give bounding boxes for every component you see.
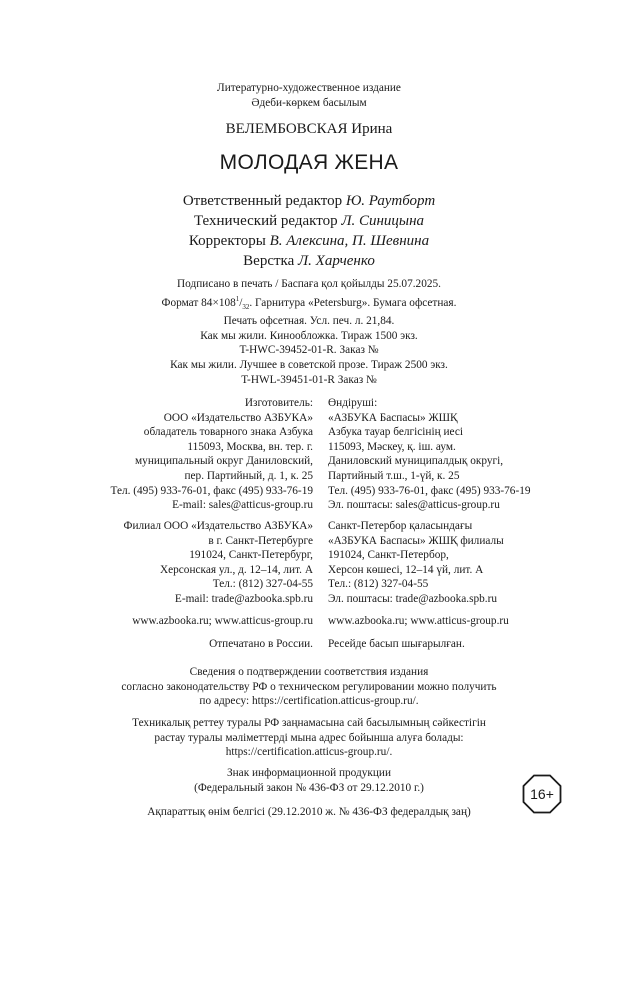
info-mark-law: (Федеральный закон № 436-ФЗ от 29.12.2010 г.) — [194, 781, 424, 794]
branch-ru-email: E-mail: trade@azbooka.spb.ru — [174, 592, 313, 605]
credit-person: Л. Харченко — [298, 253, 375, 269]
branch-kz-line: 191024, Санкт-Петербор, — [328, 549, 449, 562]
info-mark-title: Знак информационной продукции — [226, 767, 392, 779]
age-rating-text: 16+ — [530, 786, 554, 802]
manufacturer-kz-line: Азбука тауар белгісінің иесі — [328, 426, 463, 439]
branch-kz-line: Тел.: (812) 327-04-55 — [328, 578, 429, 591]
conformity-kz — [0, 716, 618, 760]
order-code-2: T-HWL-39451-01-R Заказ № — [241, 373, 377, 386]
manufacturer-ru — [110, 396, 313, 513]
manufacturer-kz-line: «АЗБУКА Баспасы» ЖШҚ — [328, 411, 458, 424]
format-size: Формат 84×108 — [161, 296, 236, 309]
conformity-ru — [0, 665, 618, 709]
format-denominator: 32 — [242, 302, 250, 311]
credit-person: В. Алексина, П. Шевнина — [269, 233, 430, 249]
credit-role: Корректоры — [188, 233, 266, 249]
manufacturer-kz-line: Өндіруші: — [328, 397, 378, 409]
credit-role: Ответственный редактор — [182, 193, 343, 209]
branch-ru-line: Херсонская ул., д. 12–14, лит. А — [159, 563, 313, 576]
manufacturer-kz — [328, 396, 531, 513]
manufacturer-kz-line: Даниловский муниципалдық округі, — [328, 455, 504, 468]
branch-kz — [328, 519, 504, 607]
author-name: ВЕЛЕМБОВСКАЯ Ирина — [225, 121, 393, 137]
manufacturer-ru-line: муниципальный округ Даниловский, — [135, 455, 313, 468]
order-code-1: T-HWC-39452-01-R. Заказ № — [239, 344, 379, 357]
website-kz: www.azbooka.ru; www.atticus-group.ru — [328, 615, 509, 627]
branch-ru-line: Филиал ООО «Издательство АЗБУКА» — [123, 520, 313, 532]
conformity-ru-line: согласно законодательству РФ о техническом регулировании можно получить — [121, 680, 497, 693]
manufacturer-kz-line: 115093, Мәскеу, қ. іш. аум. — [328, 440, 456, 453]
edition-type-ru: Литературно-художественное издание — [217, 82, 401, 94]
manufacturer-ru-line: 115093, Москва, вн. тер. г. — [187, 440, 313, 453]
credits — [0, 191, 618, 271]
branch-kz-line: Херсон көшесі, 12–14 үй, лит. А — [328, 563, 484, 576]
format-line: Формат $84\times 108^1/_{32}$. Гарнитура «Petersburg». Бумага офсетная. — [161, 294, 457, 311]
credit-line — [0, 191, 618, 211]
conformity-ru-line: Сведения о подтверждении соответствия издания — [189, 666, 429, 678]
conformity-kz-line: Техникалық реттеу туралы РФ заңнамасына сай басылымның сәйкестігін — [132, 717, 486, 729]
print-run-2: Как мы жили. Лучшее в советской прозе. Тираж 2500 экз. — [170, 358, 448, 371]
branch-ru-line: Тел.: (812) 327-04-55 — [212, 578, 313, 591]
print-run-1: Как мы жили. Кинообложка. Тираж 1500 экз. — [200, 329, 418, 342]
print-info — [0, 277, 618, 387]
format-numerator: 1 — [235, 294, 240, 303]
branch-kz-line: Санкт-Петербор қаласындағы — [328, 520, 473, 532]
manufacturer-kz-line: Тел. (495) 933-76-01, факс (495) 933-76-19 — [328, 484, 531, 497]
conformity-kz-line: растау туралы мәліметтерді мына адрес бойынша алуға болады: — [154, 731, 464, 744]
age-rating-badge — [522, 774, 562, 814]
branch-ru-line: 191024, Санкт-Петербург, — [189, 549, 313, 562]
conformity-kz-url: https://certification.atticus-group.ru/. — [225, 746, 393, 759]
credit-person: Ю. Раутборт — [345, 193, 436, 209]
credit-line — [0, 231, 618, 251]
edition-type — [0, 81, 618, 110]
branch-ru-line: в г. Санкт-Петербурге — [208, 534, 313, 547]
credit-person: Л. Синицына — [341, 213, 425, 229]
branch-kz-line: «АЗБУКА Баспасы» ЖШҚ филиалы — [328, 534, 504, 547]
printed-in-kz: Ресейде басып шығарылған. — [328, 638, 465, 650]
printed-in-ru: Отпечатано в России. — [209, 638, 313, 650]
signed-date: Подписано в печать / Баспаға қол қойылды 25.07.2025. — [177, 278, 441, 290]
manufacturer-ru-line: ООО «Издательство АЗБУКА» — [163, 411, 313, 424]
printing-line: Печать офсетная. Усл. печ. л. 21,84. — [223, 315, 395, 328]
credit-line — [0, 251, 618, 271]
manufacturer-kz-line: Партийный т.ш., 1-үй, к. 25 — [328, 469, 460, 482]
manufacturer-ru-line: Изготовитель: — [244, 397, 313, 409]
branch-ru — [124, 519, 313, 607]
branch-kz-email: Эл. поштасы: trade@azbooka.spb.ru — [328, 592, 498, 605]
info-mark-kz: Ақпараттық өнім белгісі (29.12.2010 ж. № 436-ФЗ федералдық заң) — [147, 806, 471, 818]
website-ru: www.azbooka.ru; www.atticus-group.ru — [132, 615, 313, 627]
book-title: МОЛОДАЯ ЖЕНА — [219, 151, 399, 174]
manufacturer-ru-line: Тел. (495) 933-76-01, факс (495) 933-76-19 — [110, 484, 313, 497]
credit-role: Верстка — [243, 253, 295, 269]
edition-type-kz: Әдеби-көркем басылым — [251, 96, 367, 109]
credit-role: Технический редактор — [193, 213, 338, 229]
manufacturer-ru-line: обладатель товарного знака Азбука — [143, 426, 313, 439]
credit-line — [0, 211, 618, 231]
manufacturer-ru-line: пер. Партийный, д. 1, к. 25 — [184, 469, 313, 482]
conformity-ru-url: по адресу: https://certification.atticus-group.ru/. — [199, 695, 419, 708]
format-typeface: . Гарнитура «Petersburg». Бумага офсетная. — [249, 296, 457, 309]
manufacturer-kz-email: Эл. поштасы: sales@atticus-group.ru — [328, 499, 500, 512]
manufacturer-ru-email: E-mail: sales@atticus-group.ru — [172, 499, 313, 512]
